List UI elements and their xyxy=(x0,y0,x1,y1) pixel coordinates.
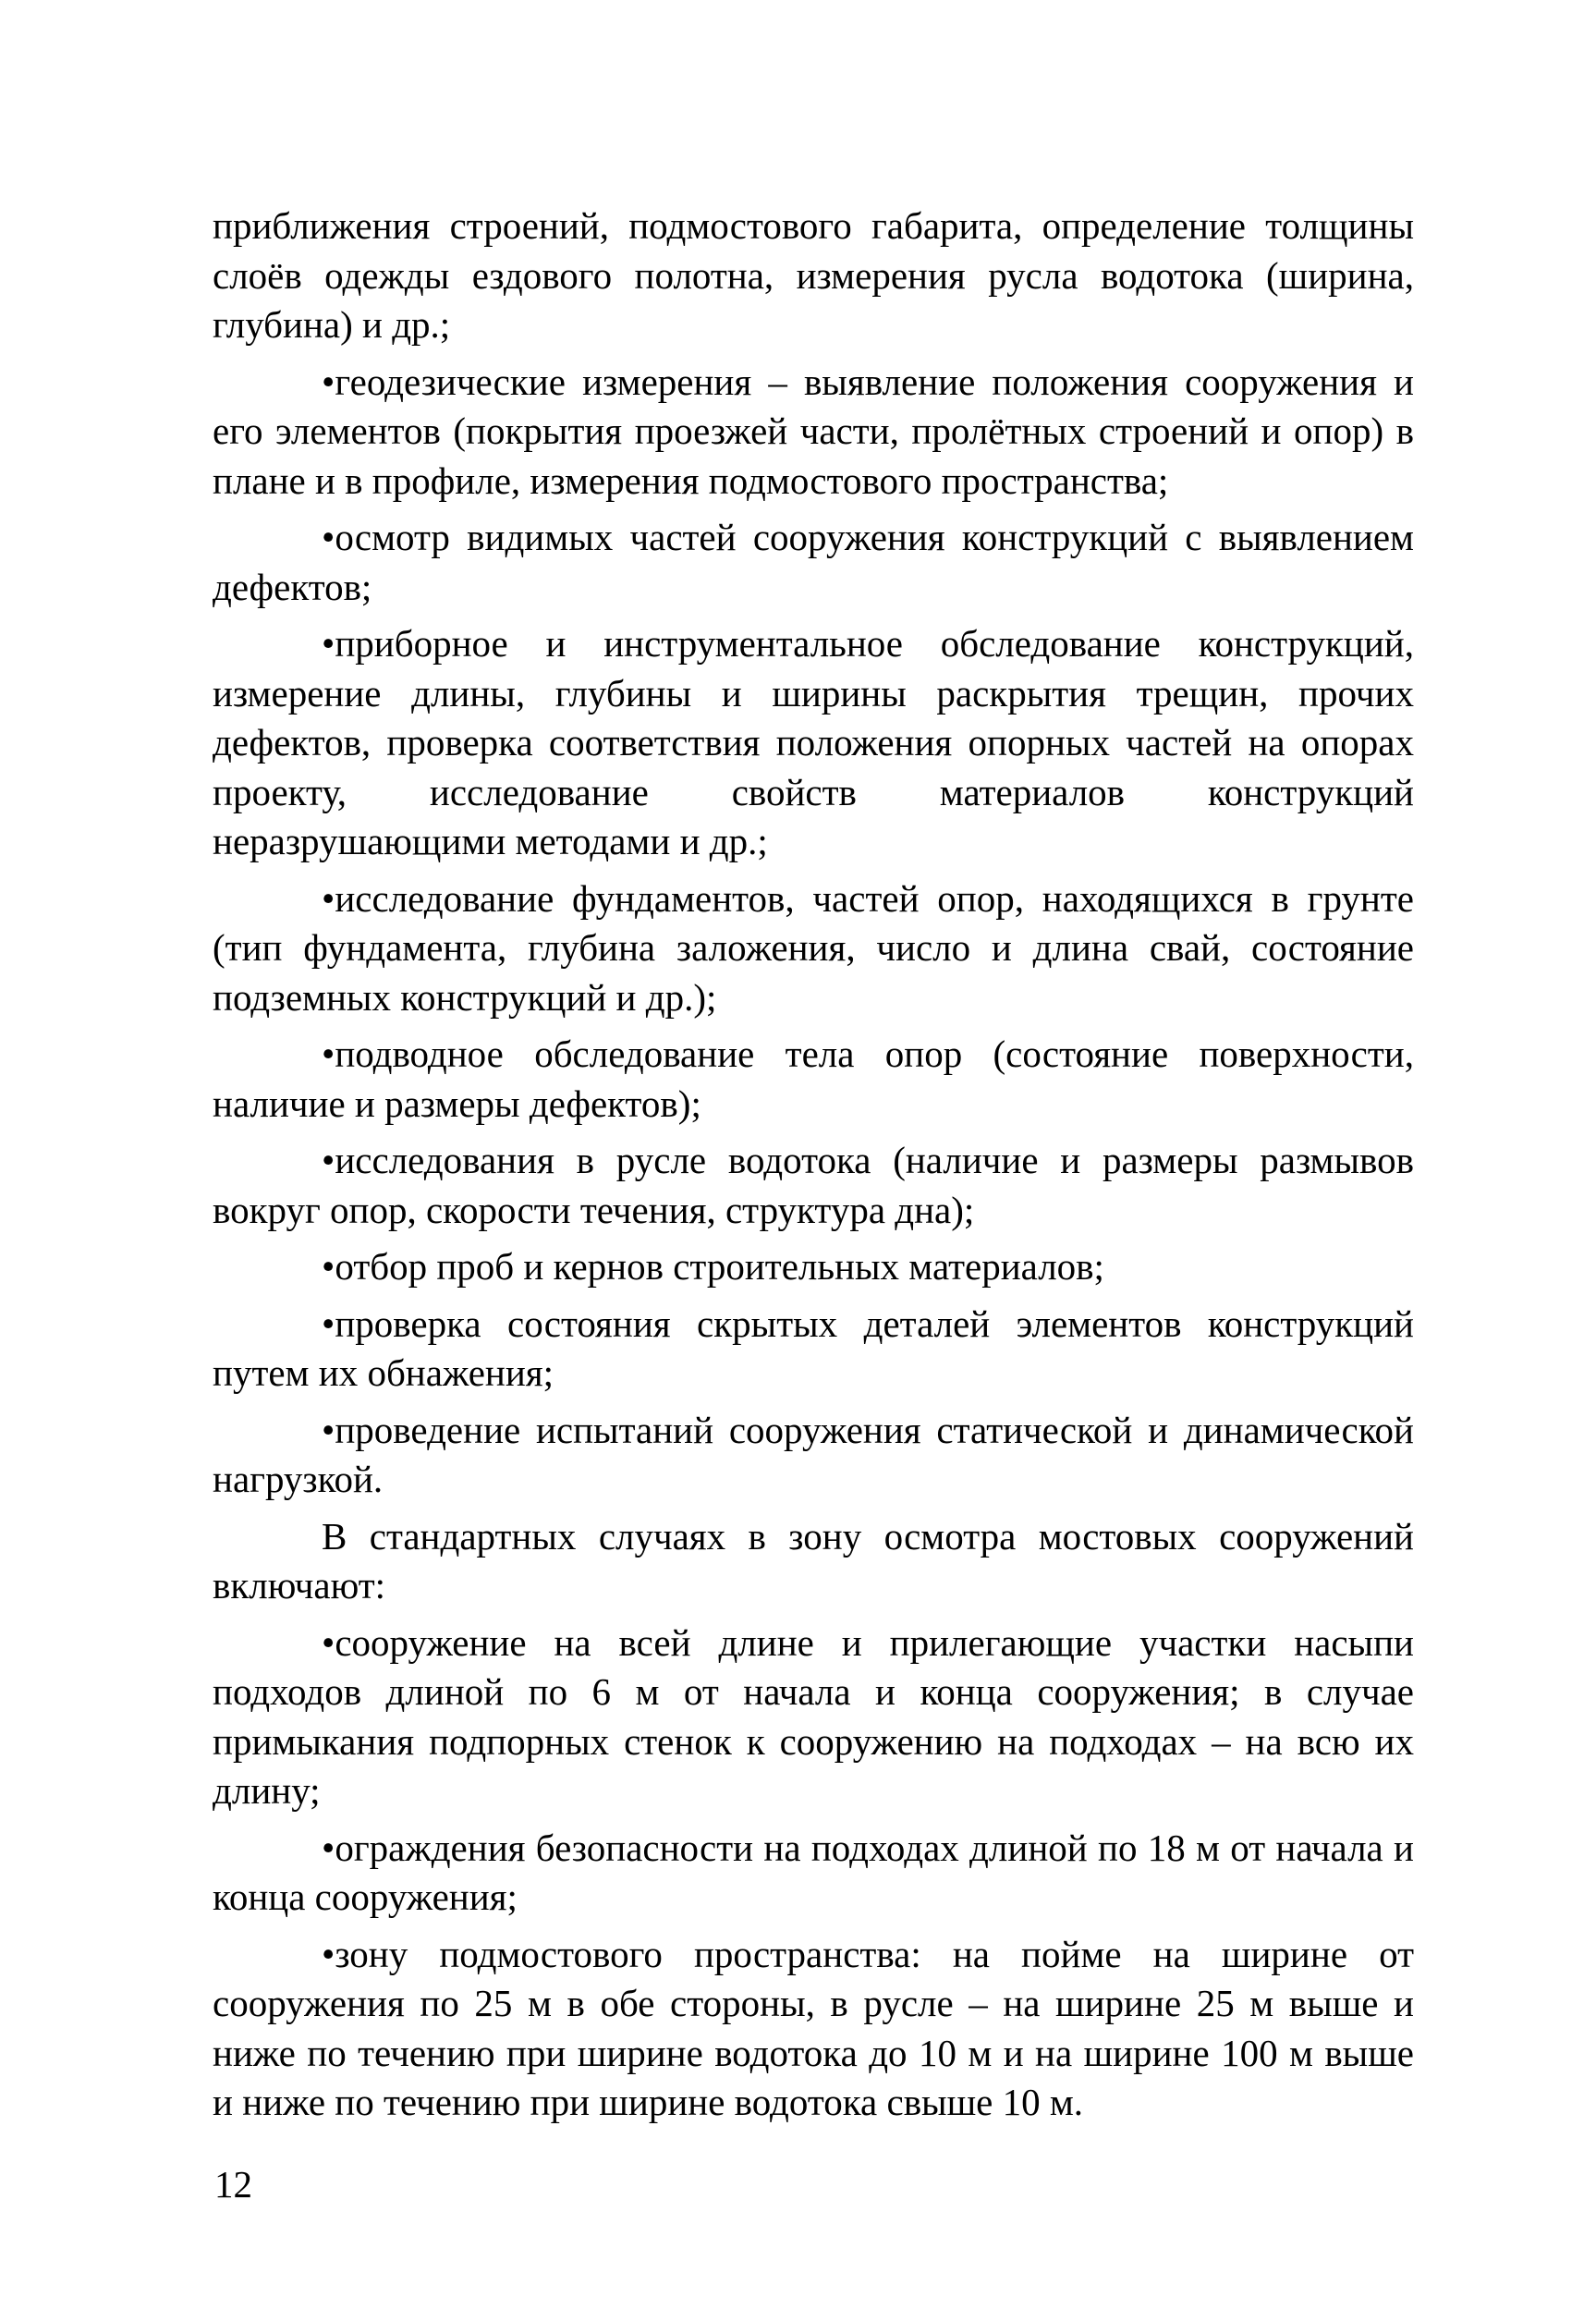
list-item-geodetic-measurements: •геодезические измерения – выявление положения сооружения и его элементов (покрытия проезжей части, пролётных строений и опор) в плане и в профиле, измерения подмостового пространства; xyxy=(213,360,1414,502)
list-item-riverbed-study: •исследования в русле водотока (наличие и размеры размывов вокруг опор, скорости течения, структура дна); xyxy=(213,1139,1414,1231)
list-item-structure-length: •сооружение на всей длине и прилегающие участки насыпи подходов длиной по 6 м от начала и конца сооружения; в случае примыкания подпорных стенок к сооружению на подходах – на всю их длину; xyxy=(213,1620,1414,1812)
list-item-foundation-study: •исследование фундаментов, частей опор, находящихся в грунте (тип фундамента, глубина заложения, число и длина свай, состояние подземных конструкций и др.); xyxy=(213,876,1414,1019)
page-number: 12 xyxy=(214,2163,252,2205)
list-item-hidden-details: •проверка состояния скрытых деталей элементов конструкций путем их обнажения; xyxy=(213,1301,1414,1394)
list-item-instrumental-survey: •приборное и инструментальное обследование конструкций, измерение длины, глубины и ширины раскрытия трещин, прочих дефектов, проверка соответствия положения опорных частей на опорах проекту, исследование свойств материалов конструкций неразрушающими методами и др.; xyxy=(213,622,1414,862)
list-item-under-bridge-zone: •зону подмостового пространства: на пойме на ширине от сооружения по 25 м в обе стороны, в русле – на ширине 25 м выше и ниже по течению при ширине водотока до 10 м и на ширине 100 м выше и ниже по течению при ширине водотока свыше 10 м. xyxy=(213,1932,1414,2123)
list-item-visual-inspection: •осмотр видимых частей сооружения конструкций с выявлением дефектов; xyxy=(213,516,1414,608)
list-item-underwater-survey: •подводное обследование тела опор (состояние поверхности, наличие и размеры дефектов); xyxy=(213,1032,1414,1125)
list-item-load-testing: •проведение испытаний сооружения статической и динамической нагрузкой. xyxy=(213,1408,1414,1500)
list-item-safety-barriers: •ограждения безопасности на подходах длиной по 18 м от начала и конца сооружения; xyxy=(213,1826,1414,1918)
paragraph-continuation: приближения строений, подмостового габарита, определение толщины слоёв одежды ездового полотна, измерения русла водотока (ширина, глубина) и др.; xyxy=(213,204,1414,346)
list-item-sampling: •отбор проб и кернов строительных материалов; xyxy=(322,1245,1104,1288)
page-body xyxy=(213,202,1414,2135)
paragraph-inspection-zone-intro: В стандартных случаях в зону осмотра мостовых сооружений включают: xyxy=(213,1514,1414,1607)
